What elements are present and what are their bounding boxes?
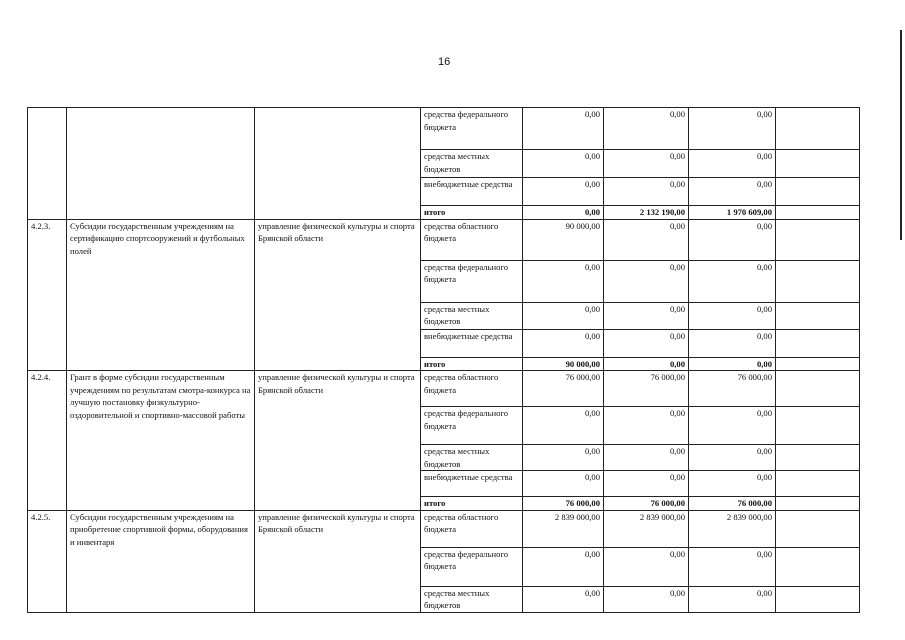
table-row [28, 219, 860, 260]
source-cell: средства областного бюджета [421, 371, 523, 407]
source-cell: итого [421, 206, 523, 220]
empty-cell [776, 445, 860, 471]
value-cell: 76 000,00 [689, 497, 776, 511]
value-cell: 0,00 [523, 471, 604, 497]
value-cell: 0,00 [604, 357, 689, 371]
empty-cell [776, 260, 860, 302]
value-cell: 0,00 [689, 302, 776, 329]
source-cell: средства областного бюджета [421, 510, 523, 547]
value-cell: 76 000,00 [523, 371, 604, 407]
executor-cell: управление физической культуры и спорта Брянской области [255, 510, 421, 612]
value-cell: 0,00 [523, 260, 604, 302]
empty-cell [776, 150, 860, 178]
value-cell: 76 000,00 [689, 371, 776, 407]
value-cell: 0,00 [604, 302, 689, 329]
source-cell: внебюджетные средства [421, 471, 523, 497]
source-cell: средства областного бюджета [421, 219, 523, 260]
value-cell: 2 839 000,00 [523, 510, 604, 547]
scan-edge-mark [900, 30, 902, 240]
executor-cell: управление физической культуры и спорта Брянской области [255, 219, 421, 371]
executor-cell [255, 108, 421, 220]
source-cell: средства местных бюджетов [421, 586, 523, 612]
empty-cell [776, 329, 860, 357]
value-cell: 76 000,00 [523, 497, 604, 511]
empty-cell [776, 219, 860, 260]
value-cell: 0,00 [604, 329, 689, 357]
item-number-cell: 4.2.3. [28, 219, 67, 371]
source-cell: средства федерального бюджета [421, 407, 523, 445]
item-name-cell: Грант в форме субсидии государственным учреждениям по результатам смотра-конкурса на лучшую постановку физкультурно-оздоровительной и спортивно-массовой работы [67, 371, 255, 511]
value-cell: 90 000,00 [523, 219, 604, 260]
executor-cell: управление физической культуры и спорта Брянской области [255, 371, 421, 511]
empty-cell [776, 178, 860, 206]
empty-cell [776, 586, 860, 612]
budget-table [27, 107, 860, 613]
value-cell: 0,00 [689, 178, 776, 206]
name-cell [67, 108, 255, 220]
value-cell: 0,00 [523, 178, 604, 206]
source-cell: средства местных бюджетов [421, 302, 523, 329]
value-cell: 0,00 [604, 407, 689, 445]
empty-cell [776, 407, 860, 445]
empty-cell [776, 371, 860, 407]
item-number-cell: 4.2.4. [28, 371, 67, 511]
value-cell: 0,00 [689, 329, 776, 357]
source-cell: внебюджетные средства [421, 178, 523, 206]
value-cell: 0,00 [604, 471, 689, 497]
value-cell: 0,00 [604, 178, 689, 206]
value-cell: 0,00 [689, 219, 776, 260]
value-cell: 0,00 [604, 547, 689, 586]
value-cell: 0,00 [689, 471, 776, 497]
value-cell: 0,00 [689, 586, 776, 612]
value-cell: 2 839 000,00 [689, 510, 776, 547]
source-cell: средства федерального бюджета [421, 547, 523, 586]
item-name-cell: Субсидии государственным учреждениям на сертификацию спортсооружений и футбольных полей [67, 219, 255, 371]
value-cell: 0,00 [523, 108, 604, 150]
value-cell: 0,00 [523, 302, 604, 329]
value-cell: 0,00 [523, 407, 604, 445]
item-name-cell: Субсидии государственным учреждениям на приобретение спортивной формы, оборудования и инвентаря [67, 510, 255, 612]
value-cell: 2 132 190,00 [604, 206, 689, 220]
empty-cell [776, 108, 860, 150]
number-cell [28, 108, 67, 220]
value-cell: 76 000,00 [604, 371, 689, 407]
value-cell: 0,00 [604, 108, 689, 150]
value-cell: 0,00 [523, 547, 604, 586]
value-cell: 0,00 [523, 445, 604, 471]
value-cell: 0,00 [689, 108, 776, 150]
source-cell: средства федерального бюджета [421, 260, 523, 302]
value-cell: 0,00 [604, 219, 689, 260]
value-cell: 0,00 [604, 586, 689, 612]
empty-cell [776, 497, 860, 511]
source-cell: итого [421, 497, 523, 511]
source-cell: итого [421, 357, 523, 371]
empty-cell [776, 471, 860, 497]
source-cell: средства местных бюджетов [421, 150, 523, 178]
value-cell: 0,00 [689, 260, 776, 302]
value-cell: 76 000,00 [604, 497, 689, 511]
value-cell: 0,00 [523, 329, 604, 357]
value-cell: 1 970 609,00 [689, 206, 776, 220]
value-cell: 0,00 [523, 586, 604, 612]
value-cell: 2 839 000,00 [604, 510, 689, 547]
value-cell: 0,00 [689, 150, 776, 178]
source-cell: внебюджетные средства [421, 329, 523, 357]
value-cell: 90 000,00 [523, 357, 604, 371]
empty-cell [776, 547, 860, 586]
table-row [28, 510, 860, 547]
empty-cell [776, 510, 860, 547]
table-row [28, 108, 860, 150]
value-cell: 0,00 [689, 547, 776, 586]
value-cell: 0,00 [689, 407, 776, 445]
value-cell: 0,00 [604, 150, 689, 178]
empty-cell [776, 302, 860, 329]
item-number-cell: 4.2.5. [28, 510, 67, 612]
value-cell: 0,00 [523, 206, 604, 220]
value-cell: 0,00 [523, 150, 604, 178]
source-cell: средства федерального бюджета [421, 108, 523, 150]
value-cell: 0,00 [604, 445, 689, 471]
value-cell: 0,00 [689, 445, 776, 471]
table-row [28, 371, 860, 407]
empty-cell [776, 206, 860, 220]
page-number: 16 [438, 56, 451, 68]
source-cell: средства местных бюджетов [421, 445, 523, 471]
value-cell: 0,00 [689, 357, 776, 371]
value-cell: 0,00 [604, 260, 689, 302]
empty-cell [776, 357, 860, 371]
